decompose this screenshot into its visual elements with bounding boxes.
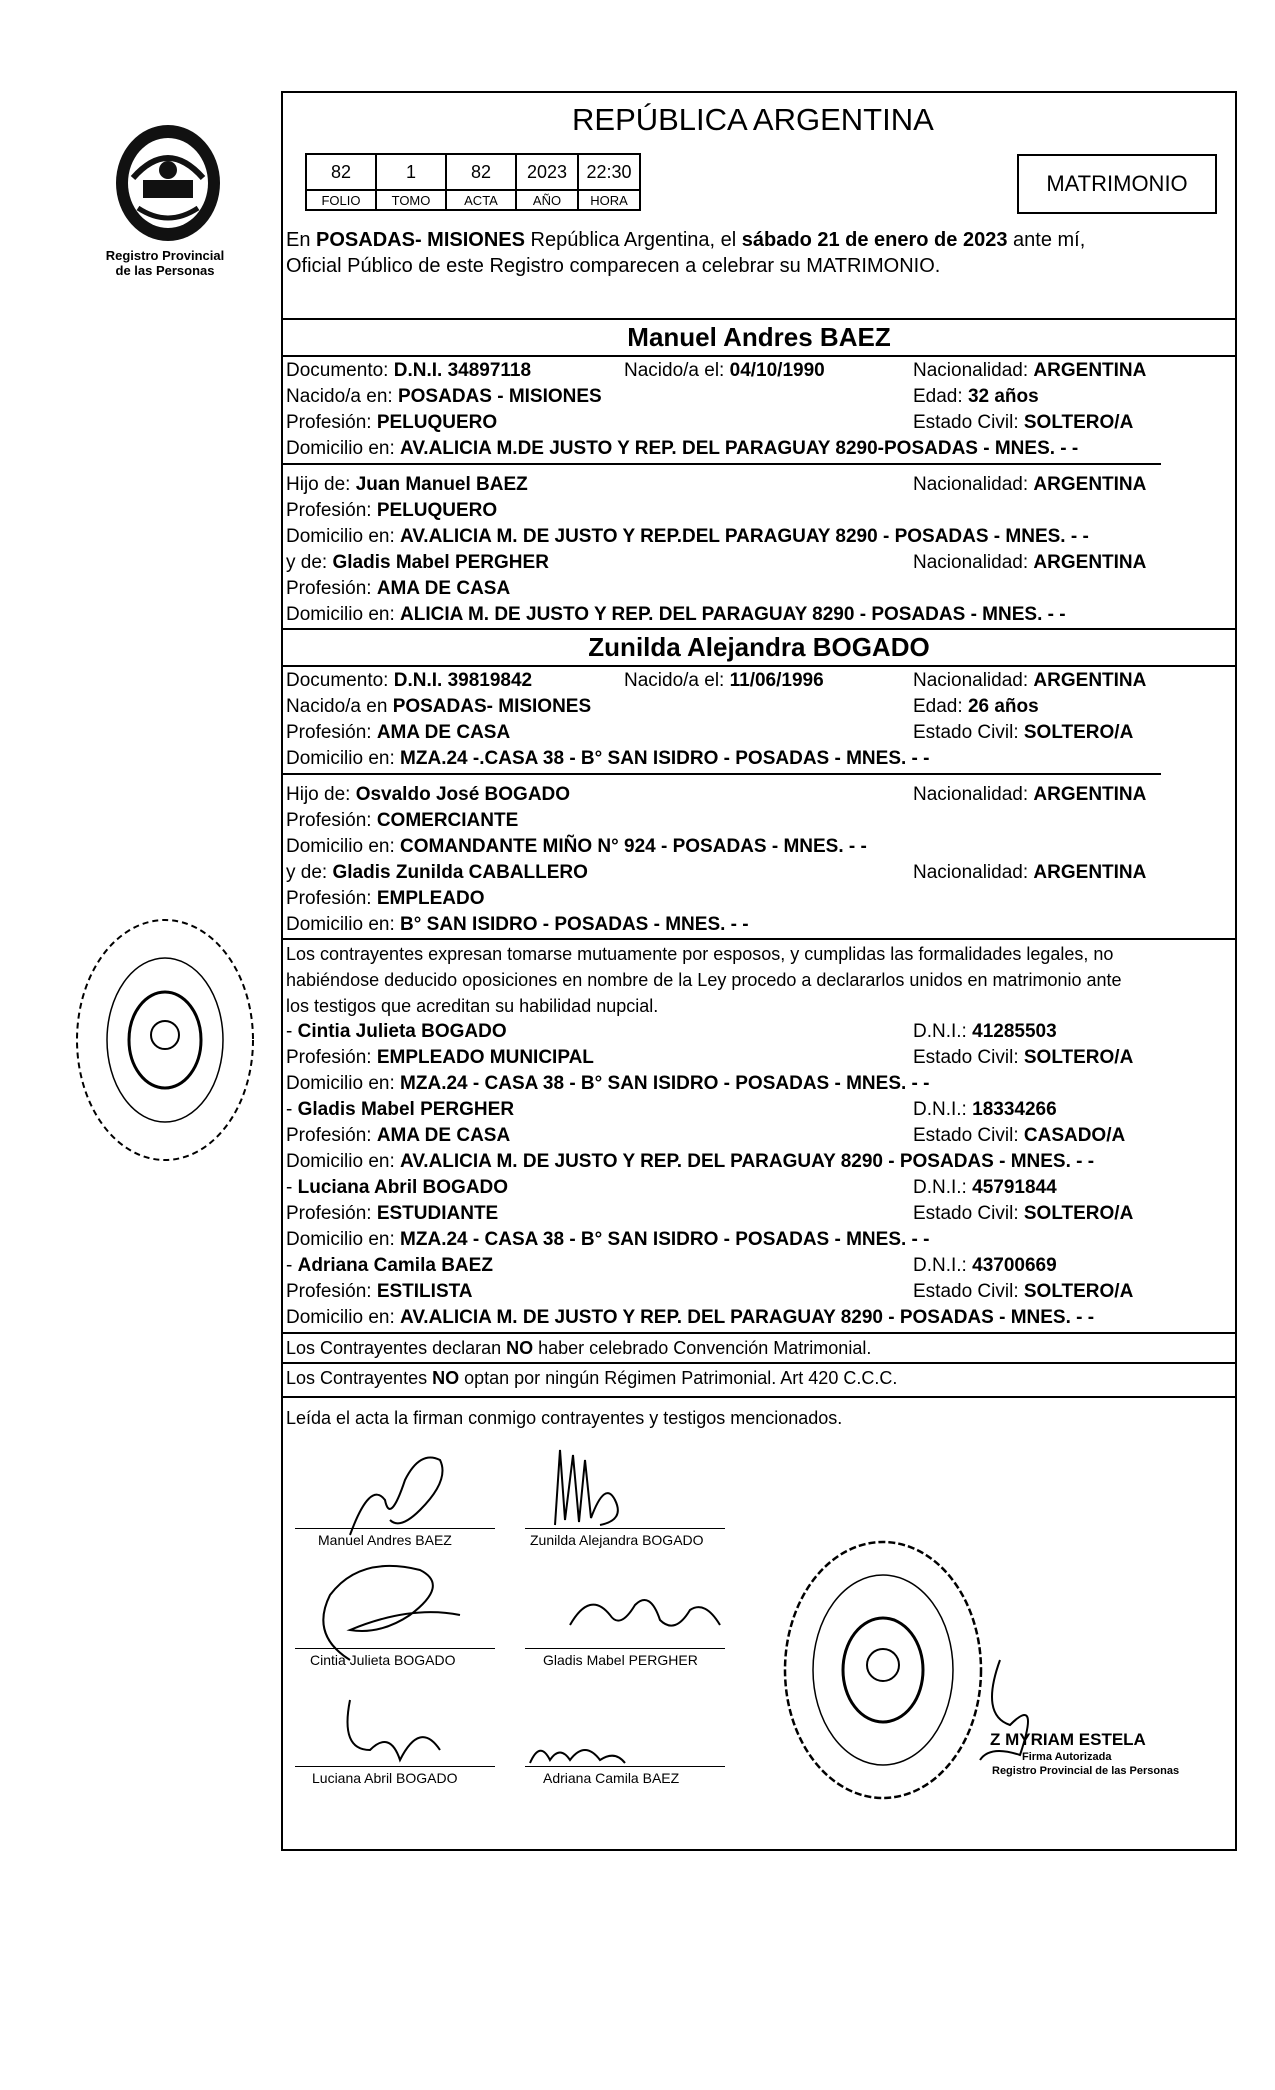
- spouse2-father-nat: [913, 783, 1146, 807]
- label: Domicilio en:: [286, 526, 401, 547]
- value: 26 años: [967, 696, 1039, 717]
- spouse1-mother-nat: [913, 551, 1146, 575]
- value: MZA.24 - CASA 38 - B° SAN ISIDRO - POSADAS - MNES. - -: [400, 1229, 930, 1250]
- label: Edad:: [913, 696, 968, 717]
- spouse2-born: [624, 669, 824, 693]
- official-org: Registro Provincial de las Personas: [992, 1765, 1180, 1777]
- spouse1-mother: [286, 551, 549, 575]
- label: Nacido/a en: [286, 696, 393, 717]
- label: Domicilio en:: [286, 1151, 401, 1172]
- spouse2-mother-addr: [286, 913, 749, 937]
- label: Profesión:: [286, 722, 377, 743]
- label: Documento:: [286, 670, 394, 691]
- witness-2-addr: [286, 1150, 1094, 1174]
- regime-line-2: [286, 1366, 897, 1390]
- value: COMANDANTE MIÑO N° 924 - POSADAS - MNES. - -: [400, 836, 867, 857]
- value: SOLTERO/A: [1023, 1203, 1134, 1224]
- value: AV.ALICIA M.DE JUSTO Y REP. DEL PARAGUAY 8290-POSADAS - MNES. - -: [400, 438, 1079, 459]
- value: Gladis Mabel PERGHER: [332, 552, 549, 573]
- value: AV.ALICIA M. DE JUSTO Y REP.DEL PARAGUAY 8290 - POSADAS - MNES. - -: [400, 526, 1089, 547]
- value: 43700669: [972, 1255, 1057, 1276]
- value: SOLTERO/A: [1023, 412, 1134, 433]
- label: D.N.I.:: [913, 1177, 973, 1198]
- left-seal: [70, 910, 260, 1170]
- hora-value: 22:30: [578, 154, 640, 190]
- spouse2-age: [913, 695, 1039, 719]
- official-seal-icon: [70, 910, 260, 1170]
- acta-value: 82: [446, 154, 516, 190]
- value: CASADO/A: [1023, 1125, 1126, 1146]
- witness-1-prof: [286, 1046, 594, 1070]
- signature-4-icon: [560, 1585, 730, 1645]
- signature-4-caption: Gladis Mabel PERGHER: [543, 1652, 698, 1668]
- spouse2-nat: [913, 669, 1146, 693]
- spouse2-addr: [286, 747, 930, 771]
- spouse2-father: [286, 783, 570, 807]
- province-shield-icon: [108, 118, 228, 248]
- label: Domicilio en:: [286, 748, 401, 769]
- value: EMPLEADO: [376, 888, 485, 909]
- spouse1-birthplace: [286, 385, 602, 409]
- label: Edad:: [913, 386, 968, 407]
- label: Nacionalidad:: [913, 552, 1034, 573]
- registry-name-line1: Registro Provincial: [105, 248, 225, 263]
- label: Nacionalidad:: [913, 862, 1034, 883]
- signature-1-caption: Manuel Andres BAEZ: [318, 1532, 452, 1548]
- signature-line: [295, 1528, 495, 1529]
- spouse2-father-addr: [286, 835, 867, 859]
- label: Profesión:: [286, 810, 377, 831]
- value: EMPLEADO MUNICIPAL: [376, 1047, 594, 1068]
- value: ARGENTINA: [1033, 474, 1147, 495]
- label: Nacido/a el:: [624, 670, 730, 691]
- label: Nacido/a en:: [286, 386, 398, 407]
- spouse1-addr: [286, 437, 1078, 461]
- regime-line-1: [286, 1336, 871, 1360]
- label: Domicilio en:: [286, 914, 401, 935]
- signature-6-caption: Adriana Camila BAEZ: [543, 1770, 680, 1786]
- witness-3-civil: [913, 1202, 1133, 1226]
- label: Profesión:: [286, 578, 377, 599]
- value: Juan Manuel BAEZ: [355, 474, 528, 495]
- witness-2-civil: [913, 1124, 1125, 1148]
- value: AMA DE CASA: [376, 722, 511, 743]
- spouse2-civil: [913, 721, 1133, 745]
- text: haber celebrado Convención Matrimonial.: [533, 1338, 872, 1358]
- label: D.N.I.:: [913, 1021, 973, 1042]
- witness-2-dni: [913, 1098, 1057, 1122]
- official-title: Firma Autorizada: [1022, 1751, 1112, 1763]
- signature-3-caption: Cintia Julieta BOGADO: [310, 1652, 456, 1668]
- value: ARGENTINA: [1033, 784, 1147, 805]
- value: AV.ALICIA M. DE JUSTO Y REP. DEL PARAGUAY 8290 - POSADAS - MNES. - -: [400, 1307, 1095, 1328]
- value: AMA DE CASA: [376, 578, 511, 599]
- value: 32 años: [967, 386, 1039, 407]
- folio-value: 82: [306, 154, 376, 190]
- spouse1-father-addr: [286, 525, 1089, 549]
- label: Nacionalidad:: [913, 360, 1034, 381]
- value: 11/06/1996: [729, 670, 824, 691]
- value: SOLTERO/A: [1023, 1281, 1134, 1302]
- divider: [281, 938, 1237, 940]
- intro-text-2: República Argentina, el: [524, 229, 742, 251]
- text-bold: NO: [432, 1368, 460, 1388]
- value: AV.ALICIA M. DE JUSTO Y REP. DEL PARAGUAY 8290 - POSADAS - MNES. - -: [400, 1151, 1095, 1172]
- value: D.N.I. 39819842: [393, 670, 533, 691]
- intro-line-2: Oficial Público de este Registro comparecen a celebrar su MATRIMONIO.: [286, 255, 941, 277]
- witness-3-dni: [913, 1176, 1057, 1200]
- signature-5-caption: Luciana Abril BOGADO: [312, 1770, 458, 1786]
- witness-1-dni: [913, 1020, 1057, 1044]
- value: 45791844: [972, 1177, 1057, 1198]
- value: MZA.24 - CASA 38 - B° SAN ISIDRO - POSADAS - MNES. - -: [400, 1073, 930, 1094]
- witness-name: Gladis Mabel PERGHER: [297, 1099, 515, 1120]
- spouse2-father-prof: [286, 809, 518, 833]
- signature-line: [295, 1766, 495, 1767]
- tomo-label: TOMO: [376, 190, 446, 210]
- witness-4-dni: [913, 1254, 1057, 1278]
- value: ARGENTINA: [1033, 670, 1147, 691]
- declaration-line-3: los testigos que acreditan su habilidad nupcial.: [286, 996, 659, 1016]
- label: Estado Civil:: [913, 412, 1024, 433]
- spouse1-father-nat: [913, 473, 1146, 497]
- label: y de:: [286, 862, 333, 883]
- label: Profesión:: [286, 412, 377, 433]
- spouse1-father-prof: [286, 499, 497, 523]
- divider: [281, 463, 1161, 465]
- spouse1-father: [286, 473, 528, 497]
- value: ARGENTINA: [1033, 552, 1147, 573]
- label: Estado Civil:: [913, 1125, 1024, 1146]
- intro-text-3: ante mí,: [1007, 229, 1086, 251]
- text: optan por ningún Régimen Patrimonial. Art 420 C.C.C.: [459, 1368, 898, 1388]
- signature-line: [525, 1648, 725, 1649]
- spouse1-born: [624, 359, 825, 383]
- divider: [281, 1396, 1237, 1398]
- label: Domicilio en:: [286, 1307, 401, 1328]
- registry-emblem: [108, 118, 228, 248]
- spouse2-mother: [286, 861, 588, 885]
- value: ARGENTINA: [1033, 862, 1147, 883]
- label: Profesión:: [286, 888, 377, 909]
- label: Nacionalidad:: [913, 670, 1034, 691]
- record-type-box: MATRIMONIO: [1017, 154, 1217, 214]
- signature-2-caption: Zunilda Alejandra BOGADO: [530, 1532, 704, 1548]
- spouse1-name: Manuel Andres BAEZ: [627, 322, 891, 352]
- label: Domicilio en:: [286, 836, 401, 857]
- label: y de:: [286, 552, 333, 573]
- value: ESTILISTA: [376, 1281, 473, 1302]
- value: POSADAS- MISIONES: [392, 696, 592, 717]
- label: Estado Civil:: [913, 1047, 1024, 1068]
- witness-3: - Luciana Abril BOGADO: [286, 1177, 509, 1198]
- value: 18334266: [972, 1099, 1057, 1120]
- divider: [281, 1362, 1237, 1364]
- official-name: Z MYRIAM ESTELA: [990, 1730, 1146, 1749]
- value: Gladis Zunilda CABALLERO: [332, 862, 588, 883]
- value: COMERCIANTE: [376, 810, 519, 831]
- spouse1-doc: [286, 359, 531, 383]
- value: POSADAS - MISIONES: [397, 386, 602, 407]
- witness-2-prof: [286, 1124, 510, 1148]
- spouse1-prof: [286, 411, 497, 435]
- divider: [281, 1332, 1237, 1334]
- witness-name: Adriana Camila BAEZ: [297, 1255, 493, 1276]
- label: Domicilio en:: [286, 604, 401, 625]
- registry-seal-icon: [778, 1535, 988, 1805]
- label: Domicilio en:: [286, 1229, 401, 1250]
- spouse2-mother-nat: [913, 861, 1146, 885]
- text: Los Contrayentes declaran: [286, 1338, 507, 1358]
- acta-label: ACTA: [446, 190, 516, 210]
- divider: [281, 665, 1237, 667]
- label: Profesión:: [286, 1281, 377, 1302]
- label: Nacionalidad:: [913, 474, 1034, 495]
- witness-4-prof: [286, 1280, 473, 1304]
- label: Hijo de:: [286, 784, 356, 805]
- intro-city: POSADAS- MISIONES: [316, 229, 525, 251]
- label: Nacido/a el:: [624, 360, 730, 381]
- spouse1-mother-prof: [286, 577, 510, 601]
- spouse2-doc: [286, 669, 532, 693]
- label: Documento:: [286, 360, 394, 381]
- text: Los Contrayentes: [286, 1368, 433, 1388]
- declaration-line-1: Los contrayentes expresan tomarse mutuamente por esposos, y cumplidas las formalidades legales, no: [286, 944, 1114, 964]
- label: Estado Civil:: [913, 1281, 1024, 1302]
- value: SOLTERO/A: [1023, 1047, 1134, 1068]
- republic-title: REPÚBLICA ARGENTINA: [572, 102, 934, 137]
- label: Estado Civil:: [913, 722, 1024, 743]
- divider: [281, 773, 1161, 775]
- value: PELUQUERO: [376, 500, 498, 521]
- text-bold: NO: [506, 1338, 534, 1358]
- witness-name: Cintia Julieta BOGADO: [297, 1021, 507, 1042]
- witness-3-addr: [286, 1228, 930, 1252]
- tomo-value: 1: [376, 154, 446, 190]
- witness-name: Luciana Abril BOGADO: [297, 1177, 509, 1198]
- value: 04/10/1990: [729, 360, 825, 381]
- intro-text: En: [286, 229, 317, 251]
- label: D.N.I.:: [913, 1099, 973, 1120]
- value: ARGENTINA: [1033, 360, 1147, 381]
- value: ALICIA M. DE JUSTO Y REP. DEL PARAGUAY 8290 - POSADAS - MNES. - -: [400, 604, 1066, 625]
- value: B° SAN ISIDRO - POSADAS - MNES. - -: [400, 914, 749, 935]
- signature-5-icon: [330, 1690, 460, 1770]
- label: Profesión:: [286, 1047, 377, 1068]
- value: D.N.I. 34897118: [393, 360, 532, 381]
- spouse2-prof: [286, 721, 510, 745]
- value: PELUQUERO: [376, 412, 498, 433]
- witness-2: - Gladis Mabel PERGHER: [286, 1099, 515, 1120]
- value: SOLTERO/A: [1023, 722, 1134, 743]
- label: Domicilio en:: [286, 438, 401, 459]
- intro-line-1: [286, 228, 1085, 252]
- anio-label: AÑO: [516, 190, 578, 210]
- witness-4-addr: [286, 1306, 1094, 1330]
- hora-label: HORA: [578, 190, 640, 210]
- intro-date: sábado 21 de enero de 2023: [741, 229, 1008, 251]
- signature-line: [295, 1648, 495, 1649]
- label: Domicilio en:: [286, 1073, 401, 1094]
- spouse1-mother-addr: [286, 603, 1066, 627]
- spouse2-birthplace: [286, 695, 591, 719]
- value: Osvaldo José BOGADO: [355, 784, 571, 805]
- divider: [281, 628, 1237, 630]
- witness-1-addr: [286, 1072, 930, 1096]
- value: AMA DE CASA: [376, 1125, 511, 1146]
- registry-name: [90, 248, 240, 278]
- witness-3-prof: [286, 1202, 498, 1226]
- spouse1-nat: [913, 359, 1146, 383]
- signature-1-icon: [330, 1440, 480, 1540]
- spouse1-civil: [913, 411, 1133, 435]
- signature-6-icon: [525, 1735, 635, 1770]
- divider: [281, 355, 1237, 357]
- witness-1: - Cintia Julieta BOGADO: [286, 1021, 507, 1042]
- label: Profesión:: [286, 1203, 377, 1224]
- label: Nacionalidad:: [913, 784, 1034, 805]
- value: ESTUDIANTE: [376, 1203, 499, 1224]
- registry-name-line2: de las Personas: [115, 263, 215, 278]
- anio-value: 2023: [516, 154, 578, 190]
- label: Profesión:: [286, 1125, 377, 1146]
- witness-4-civil: [913, 1280, 1133, 1304]
- label: D.N.I.:: [913, 1255, 973, 1276]
- spouse1-age: [913, 385, 1039, 409]
- registry-data-table: [305, 153, 641, 211]
- signature-2-icon: [545, 1440, 655, 1535]
- label: Estado Civil:: [913, 1203, 1024, 1224]
- folio-label: FOLIO: [306, 190, 376, 210]
- signature-line: [525, 1766, 725, 1767]
- divider: [281, 318, 1237, 320]
- witness-4: - Adriana Camila BAEZ: [286, 1255, 493, 1276]
- spouse2-name: Zunilda Alejandra BOGADO: [588, 632, 930, 662]
- witness-1-civil: [913, 1046, 1133, 1070]
- label: Profesión:: [286, 500, 377, 521]
- value: 41285503: [972, 1021, 1057, 1042]
- closing-text: Leída el acta la firman conmigo contrayentes y testigos mencionados.: [286, 1408, 843, 1428]
- declaration-line-2: habiéndose deducido oposiciones en nombre de la Ley procedo a declararlos unidos en matrimonio ante: [286, 970, 1122, 990]
- value: MZA.24 -.CASA 38 - B° SAN ISIDRO - POSADAS - MNES. - -: [400, 748, 930, 769]
- spouse2-mother-prof: [286, 887, 485, 911]
- signature-line: [525, 1528, 725, 1529]
- label: Hijo de:: [286, 474, 356, 495]
